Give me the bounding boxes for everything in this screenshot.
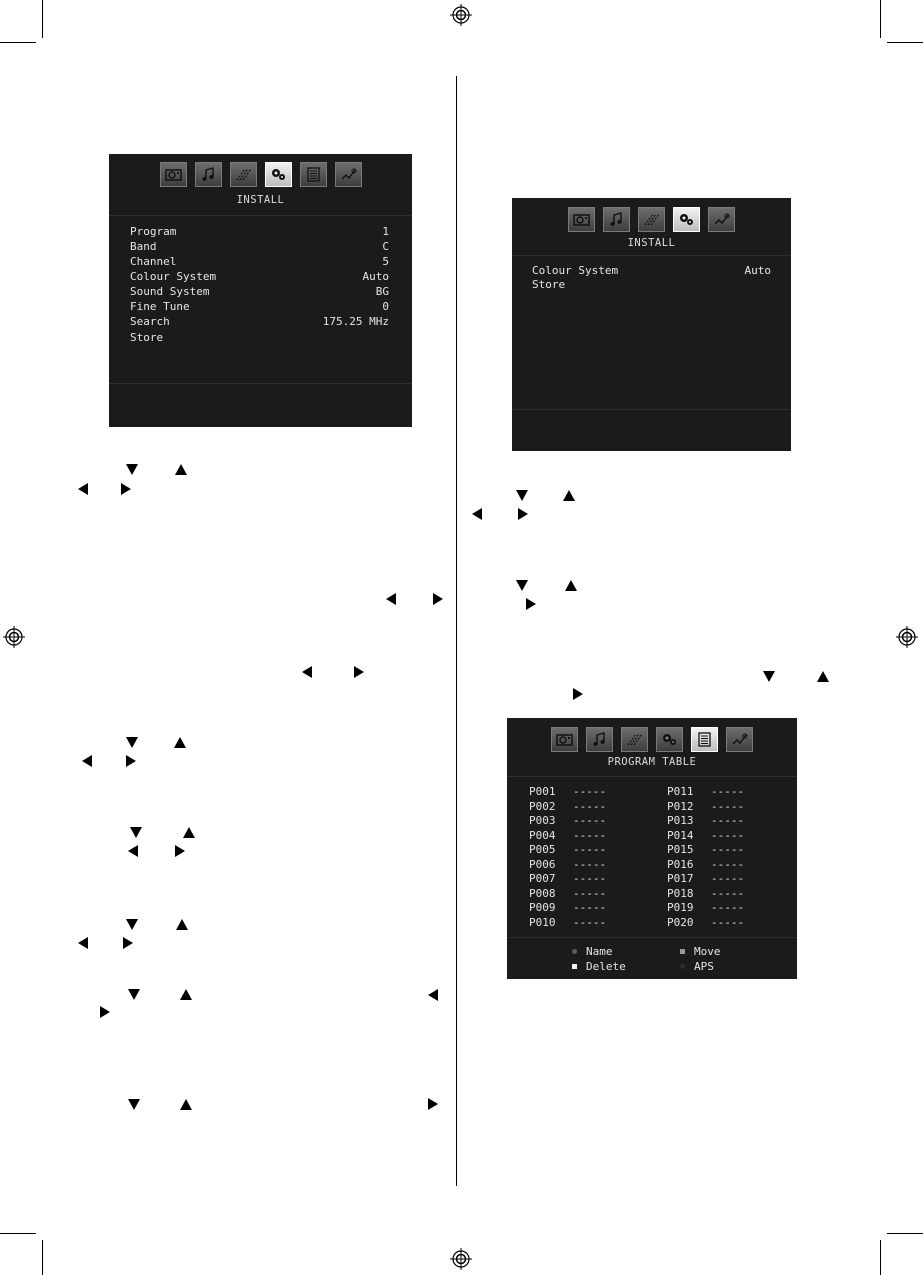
menu-row-band[interactable] <box>130 239 389 254</box>
sound-icon[interactable] <box>603 207 630 232</box>
registration-mark-left <box>3 626 25 648</box>
menu-row-store[interactable] <box>532 277 771 292</box>
right-arrow-icon <box>428 1098 438 1110</box>
right-arrow-icon <box>123 937 133 949</box>
program-list-right <box>667 785 787 935</box>
sound-icon[interactable] <box>586 727 613 752</box>
footer-divider <box>512 409 791 410</box>
menu-row-fine-tune[interactable] <box>130 299 389 314</box>
install-menu-screen <box>109 154 412 427</box>
program-name: ----- <box>573 857 607 871</box>
down-arrow-icon <box>128 1099 140 1110</box>
row-label: Search <box>130 315 170 328</box>
left-arrow-icon <box>82 755 92 767</box>
divider <box>507 776 797 777</box>
down-arrow-icon <box>130 827 142 838</box>
row-value: 175.25 MHz <box>322 315 389 328</box>
legend-move[interactable] <box>680 945 721 959</box>
row-value: C <box>382 240 389 253</box>
program-name: ----- <box>711 785 745 798</box>
program-name: ----- <box>573 915 607 929</box>
up-arrow-icon <box>176 919 188 930</box>
program-number: P003 <box>529 814 556 827</box>
footer-divider <box>507 937 797 938</box>
menu-row-search[interactable] <box>130 314 389 329</box>
yellow-key-icon <box>572 964 577 969</box>
program-name: ----- <box>711 886 745 900</box>
program-entry[interactable] <box>529 887 606 902</box>
install-icon[interactable] <box>673 207 700 232</box>
legend-label: Move <box>694 945 721 958</box>
program-entry[interactable] <box>667 829 744 844</box>
legend-label: APS <box>694 960 714 973</box>
right-arrow-icon <box>126 755 136 767</box>
program-name: ----- <box>711 857 745 871</box>
program-entry[interactable] <box>667 814 744 829</box>
row-label: Store <box>130 331 164 344</box>
left-arrow-icon <box>472 508 482 520</box>
picture-icon[interactable] <box>568 207 595 232</box>
program-name: ----- <box>573 785 607 798</box>
program-name: ----- <box>573 872 607 885</box>
menu-row-program[interactable] <box>130 224 389 239</box>
menu-title: INSTALL <box>627 237 676 249</box>
program-entry[interactable] <box>529 843 606 858</box>
sound-icon[interactable] <box>195 162 222 187</box>
program-name: ----- <box>711 799 745 813</box>
down-arrow-icon <box>128 989 140 1000</box>
menu-row-sound-system[interactable] <box>130 284 389 299</box>
down-arrow-icon <box>126 919 138 930</box>
feature-icon[interactable] <box>621 727 648 752</box>
feature-icon[interactable] <box>230 162 257 187</box>
red-key-icon <box>572 949 577 954</box>
left-arrow-icon <box>128 845 138 857</box>
up-arrow-icon <box>180 1099 192 1110</box>
right-arrow-icon <box>526 598 536 610</box>
menu-tabs <box>512 207 791 232</box>
feature-icon[interactable] <box>638 207 665 232</box>
program-entry[interactable] <box>667 872 744 887</box>
program-list-left <box>529 785 649 935</box>
up-arrow-icon <box>174 737 186 748</box>
program-number: P006 <box>529 857 556 871</box>
down-arrow-icon <box>126 464 138 475</box>
row-value: Auto <box>744 264 771 277</box>
menu-tabs <box>109 162 412 187</box>
row-value: 1 <box>382 225 389 238</box>
program-entry[interactable] <box>529 858 606 873</box>
install-icon[interactable] <box>656 727 683 752</box>
source-icon[interactable] <box>708 207 735 232</box>
program-number: P018 <box>667 886 694 900</box>
left-arrow-icon <box>386 593 396 605</box>
row-label: Colour System <box>532 264 619 277</box>
up-arrow-icon <box>180 989 192 1000</box>
program-entry[interactable] <box>667 916 744 931</box>
right-arrow-icon <box>433 593 443 605</box>
program-table-screen <box>507 718 797 979</box>
divider <box>109 215 412 216</box>
install-icon[interactable] <box>265 162 292 187</box>
program-name: ----- <box>711 872 745 885</box>
left-arrow-icon <box>78 483 88 495</box>
program-entry[interactable] <box>667 843 744 858</box>
up-arrow-icon <box>183 827 195 838</box>
menu-row-colour-system[interactable] <box>130 269 389 284</box>
program-name: ----- <box>711 915 745 929</box>
right-arrow-icon <box>573 688 583 700</box>
up-arrow-icon <box>817 671 829 682</box>
program-name: ----- <box>573 814 607 827</box>
program-name: ----- <box>573 886 607 900</box>
down-arrow-icon <box>516 580 528 591</box>
down-arrow-icon <box>126 737 138 748</box>
row-label: Colour System <box>130 270 217 283</box>
menu-row-store[interactable] <box>130 330 389 345</box>
down-arrow-icon <box>763 671 775 682</box>
program-entry[interactable] <box>529 872 606 887</box>
program-number: P014 <box>667 828 694 842</box>
program-number: P016 <box>667 857 694 871</box>
row-label: Program <box>130 225 177 238</box>
footer-divider <box>109 383 412 384</box>
row-value: Auto <box>362 270 389 283</box>
right-arrow-icon <box>100 1006 110 1018</box>
program-number: P017 <box>667 872 694 885</box>
row-label: Band <box>130 240 157 253</box>
row-label: Store <box>532 278 566 291</box>
program-number: P011 <box>667 785 694 798</box>
row-label: Channel <box>130 255 177 268</box>
program-number: P002 <box>529 799 556 813</box>
row-label: Fine Tune <box>130 300 190 313</box>
program-number: P013 <box>667 814 694 827</box>
legend-delete[interactable] <box>572 960 626 974</box>
right-arrow-icon <box>518 508 528 520</box>
right-arrow-icon <box>121 483 131 495</box>
right-arrow-icon <box>354 666 364 678</box>
program-number: P005 <box>529 843 556 856</box>
program-number: P008 <box>529 886 556 900</box>
menu-row-colour-system[interactable] <box>532 263 771 278</box>
install-menu-screen-short <box>512 198 791 451</box>
program-number: P001 <box>529 785 556 798</box>
row-value: 5 <box>382 255 389 268</box>
legend-name[interactable] <box>572 945 613 959</box>
program-entry[interactable] <box>529 814 606 829</box>
down-arrow-icon <box>516 490 528 501</box>
program-number: P019 <box>667 901 694 914</box>
program-number: P012 <box>667 799 694 813</box>
registration-mark-top <box>450 4 472 26</box>
program-number: P020 <box>667 915 694 929</box>
program-entry[interactable] <box>667 901 744 916</box>
column-divider <box>456 76 457 1186</box>
left-arrow-icon <box>302 666 312 678</box>
picture-icon[interactable] <box>551 727 578 752</box>
green-key-icon <box>680 949 685 954</box>
right-arrow-icon <box>175 845 185 857</box>
divider <box>512 255 791 256</box>
program-entry[interactable] <box>529 916 606 931</box>
program-number: P007 <box>529 872 556 885</box>
program-entry[interactable] <box>529 829 606 844</box>
legend-label: Delete <box>586 960 626 973</box>
program-entry[interactable] <box>529 785 606 800</box>
program-number: P004 <box>529 828 556 842</box>
program-entry[interactable] <box>529 800 606 815</box>
up-arrow-icon <box>175 464 187 475</box>
menu-row-channel[interactable] <box>130 254 389 269</box>
menu-tabs <box>507 727 797 752</box>
program-name: ----- <box>573 843 607 856</box>
program-table-icon[interactable] <box>691 727 718 752</box>
up-arrow-icon <box>563 490 575 501</box>
program-entry[interactable] <box>667 858 744 873</box>
registration-mark-bottom <box>450 1248 472 1270</box>
program-entry[interactable] <box>529 901 606 916</box>
program-number: P010 <box>529 915 556 929</box>
left-arrow-icon <box>428 989 438 1001</box>
legend-label: Name <box>586 945 613 958</box>
blue-key-icon <box>680 964 685 969</box>
program-name: ----- <box>711 843 745 856</box>
source-icon[interactable] <box>726 727 753 752</box>
up-arrow-icon <box>565 580 577 591</box>
program-entry[interactable] <box>667 785 744 800</box>
menu-title: INSTALL <box>236 194 285 206</box>
left-arrow-icon <box>78 937 88 949</box>
source-icon[interactable] <box>335 162 362 187</box>
registration-mark-right <box>896 626 918 648</box>
program-name: ----- <box>711 814 745 827</box>
program-entry[interactable] <box>667 800 744 815</box>
program-number: P009 <box>529 901 556 914</box>
row-value: BG <box>375 285 389 298</box>
program-name: ----- <box>573 799 607 813</box>
program-name: ----- <box>573 828 607 842</box>
program-entry[interactable] <box>667 887 744 902</box>
program-name: ----- <box>573 901 607 914</box>
legend-aps[interactable] <box>680 960 714 974</box>
row-label: Sound System <box>130 285 210 298</box>
program-name: ----- <box>711 828 745 842</box>
program-number: P015 <box>667 843 694 856</box>
row-value: 0 <box>382 300 389 313</box>
menu-title: PROGRAM TABLE <box>607 756 697 768</box>
program-table-icon[interactable] <box>300 162 327 187</box>
program-name: ----- <box>711 901 745 914</box>
picture-icon[interactable] <box>160 162 187 187</box>
